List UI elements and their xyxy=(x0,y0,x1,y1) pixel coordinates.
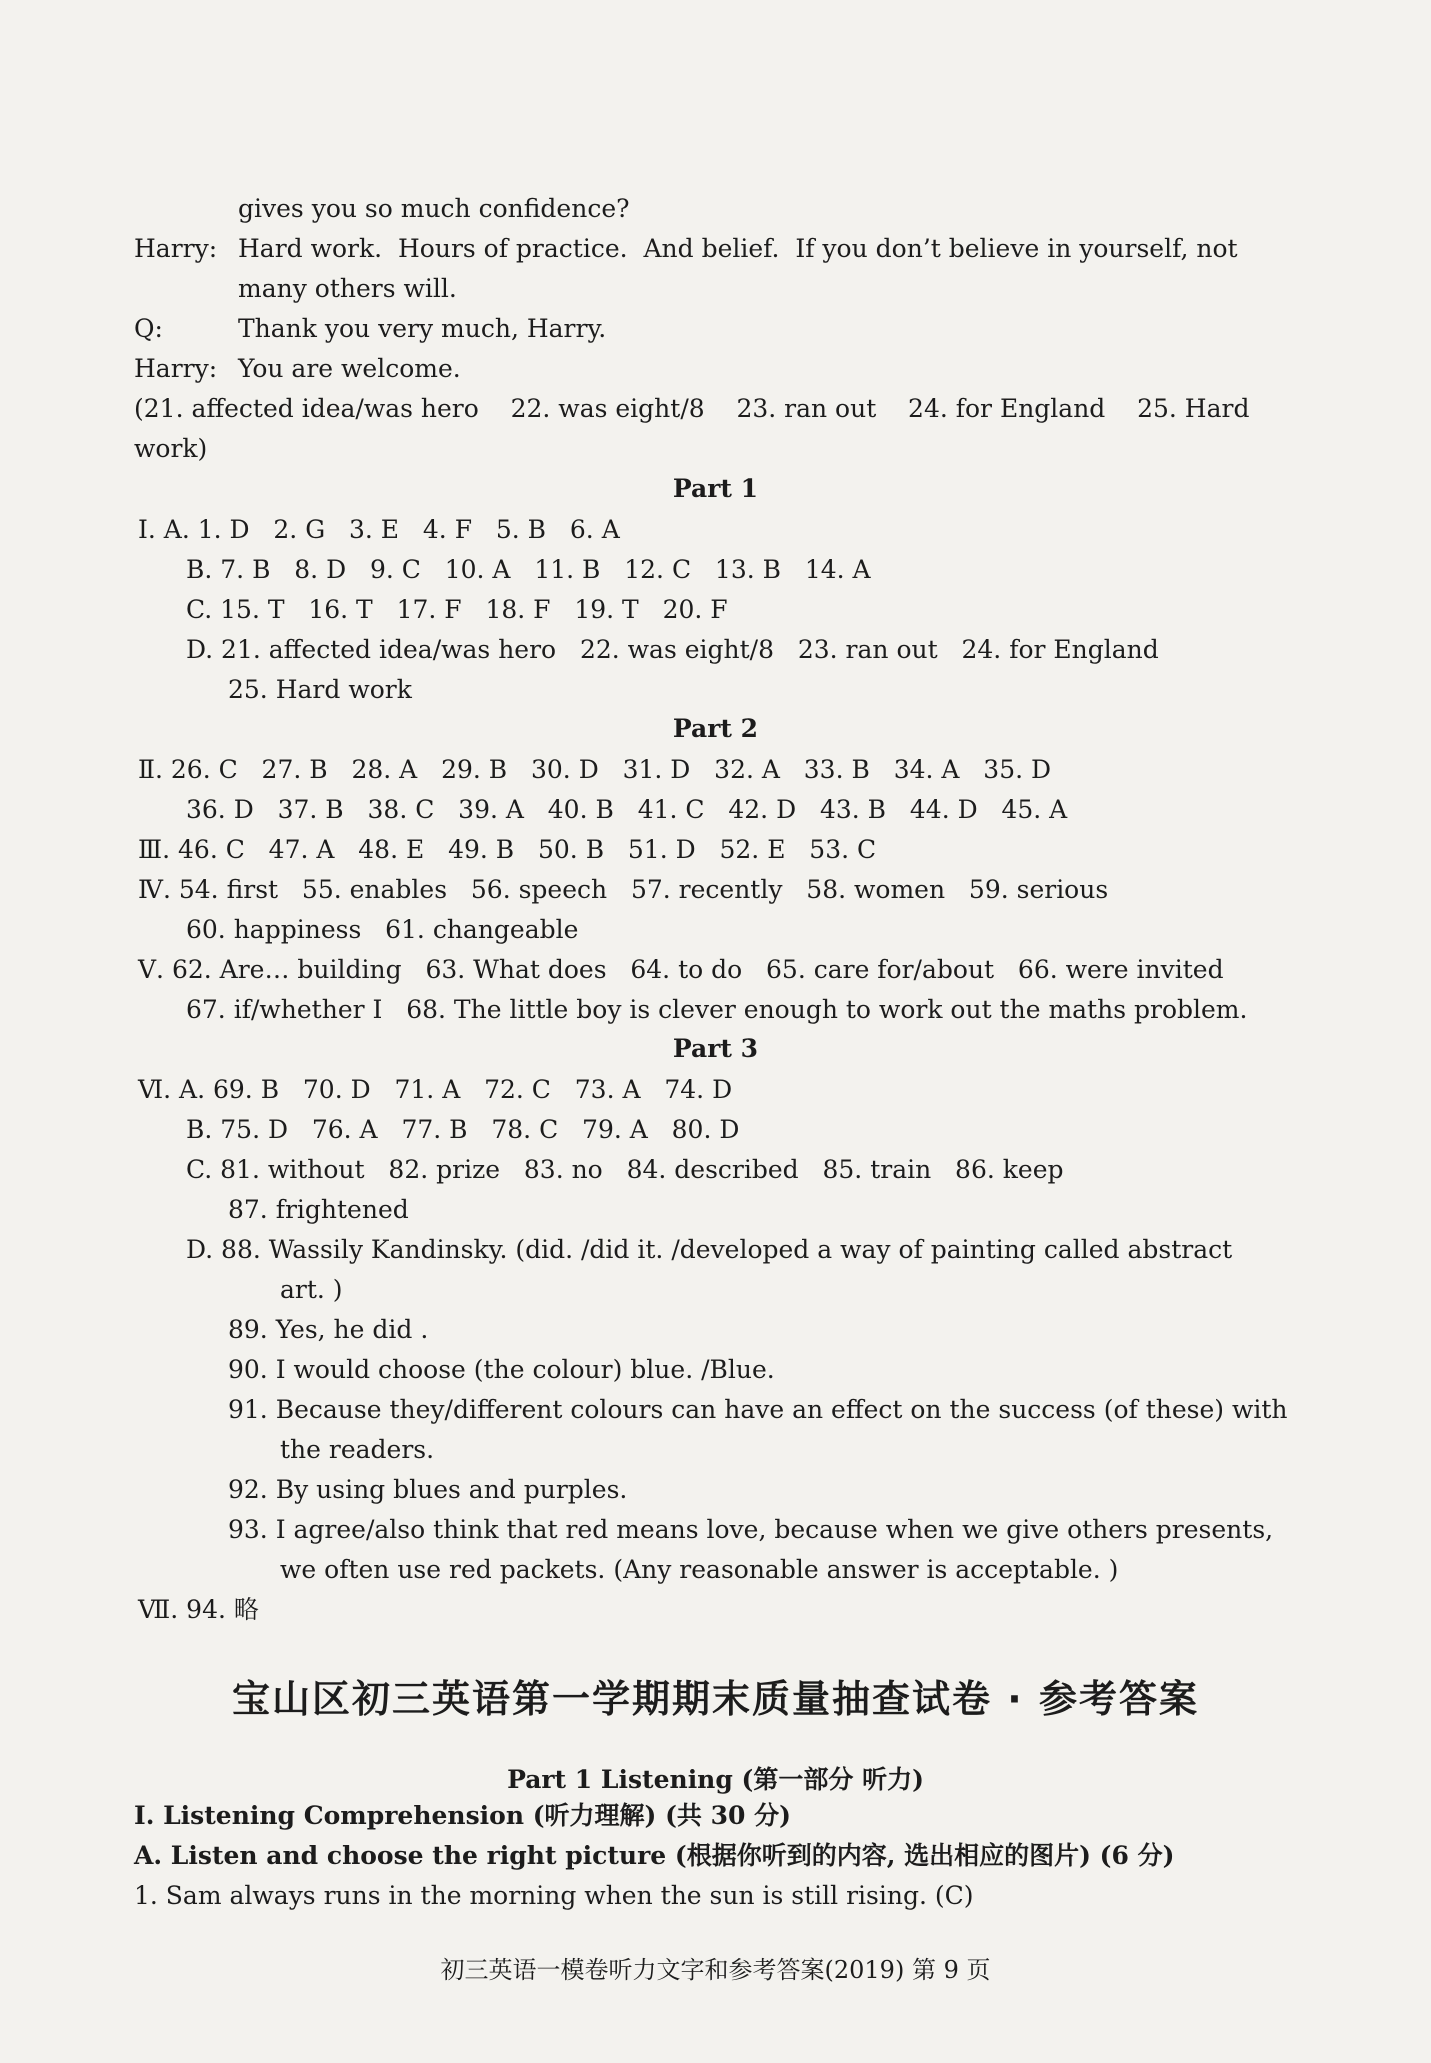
section-title: 宝山区初三英语第一学期期末质量抽查试卷 · 参考答案 xyxy=(232,1677,1199,1721)
part3-line-12: 93. I agree/also think that red means love, because when we give others presents, xyxy=(228,1515,1274,1544)
part1-line-3: C. 15. T 16. T 17. F 18. F 19. T 20. F xyxy=(186,595,728,624)
speaker-q: Q: xyxy=(134,314,163,343)
part2-line-3: Ⅲ. 46. C 47. A 48. E 49. B 50. B 51. D 52. E 53. C xyxy=(138,835,877,864)
part3-line-10: the readers. xyxy=(280,1435,435,1464)
harry-answer-continued: many others will. xyxy=(238,274,457,303)
part3-line-1: Ⅵ. A. 69. B 70. D 71. A 72. C 73. A 74. D xyxy=(138,1075,733,1104)
part3-line-11: 92. By using blues and purples. xyxy=(228,1475,628,1504)
part3-line-4: 87. frightened xyxy=(228,1195,409,1224)
dialogue-answers-continued: work) xyxy=(134,434,208,463)
part1-line-1: Ⅰ. A. 1. D 2. G 3. E 4. F 5. B 6. A xyxy=(138,515,620,544)
speaker-harry-2: Harry: xyxy=(134,354,218,383)
page-footer: 初三英语一模卷听力文字和参考答案(2019) 第 9 页 xyxy=(440,1956,991,1984)
part3-line-3: C. 81. without 82. prize 83. no 84. described 85. train 86. keep xyxy=(186,1155,1064,1184)
part1-heading: Part 1 xyxy=(672,474,759,503)
part3-line-7: 89. Yes, he did . xyxy=(228,1315,429,1344)
harry-reply: You are welcome. xyxy=(238,354,461,383)
part2-line-2: 36. D 37. B 38. C 39. A 40. B 41. C 42. D 43. B 44. D 45. A xyxy=(186,795,1068,824)
part2-line-7: 67. if/whether I 68. The little boy is clever enough to work out the maths problem. xyxy=(186,995,1248,1024)
part3-line-5: D. 88. Wassily Kandinsky. (did. /did it. /developed a way of painting called abstract xyxy=(186,1235,1233,1264)
question-1: 1. Sam always runs in the morning when the sun is still rising. (C) xyxy=(134,1881,974,1910)
part3-line-9: 91. Because they/different colours can have an effect on the success (of these) with xyxy=(228,1395,1288,1424)
part1-line-5: 25. Hard work xyxy=(228,675,412,704)
part2-line-6: Ⅴ. 62. Are… building 63. What does 64. to do 65. care for/about 66. were invited xyxy=(138,955,1224,984)
part3-line-13: we often use red packets. (Any reasonable answer is acceptable. ) xyxy=(280,1555,1119,1584)
part1-line-2: B. 7. B 8. D 9. C 10. A 11. B 12. C 13. B 14. A xyxy=(186,555,871,584)
part3-line-8: 90. I would choose (the colour) blue. /Blue. xyxy=(228,1355,775,1384)
part3-line-14: Ⅶ. 94. 略 xyxy=(138,1595,259,1624)
part2-line-4: Ⅳ. 54. first 55. enables 56. speech 57. recently 58. women 59. serious xyxy=(138,875,1109,904)
part2-line-5: 60. happiness 61. changeable xyxy=(186,915,579,944)
part2-line-1: Ⅱ. 26. C 27. B 28. A 29. B 30. D 31. D 32. A 33. B 34. A 35. D xyxy=(138,755,1052,784)
part3-line-2: B. 75. D 76. A 77. B 78. C 79. A 80. D xyxy=(186,1115,740,1144)
dialogue-answers: (21. affected idea/was hero 22. was eight/8 23. ran out 24. for England 25. Hard xyxy=(134,394,1250,423)
part3-line-6: art. ) xyxy=(280,1275,343,1304)
speaker-harry: Harry: xyxy=(134,234,218,263)
part3-heading: Part 3 xyxy=(672,1034,759,1063)
harry-answer: Hard work. Hours of practice. And belief. If you don’t believe in yourself, not xyxy=(238,234,1238,263)
part1-line-4: D. 21. affected idea/was hero 22. was eight/8 23. ran out 24. for England xyxy=(186,635,1159,664)
listening-comprehension-heading: Ⅰ. Listening Comprehension (听力理解) (共 30 分) xyxy=(134,1801,791,1830)
subsection-a-heading: A. Listen and choose the right picture (根据你听到的内容, 选出相应的图片) (6 分) xyxy=(134,1841,1175,1870)
question-text: Thank you very much, Harry. xyxy=(238,314,607,343)
section-subtitle: Part 1 Listening (第一部分 听力) xyxy=(507,1765,924,1794)
part2-heading: Part 2 xyxy=(672,714,759,743)
dialogue-question-continued: gives you so much confidence? xyxy=(238,194,630,223)
